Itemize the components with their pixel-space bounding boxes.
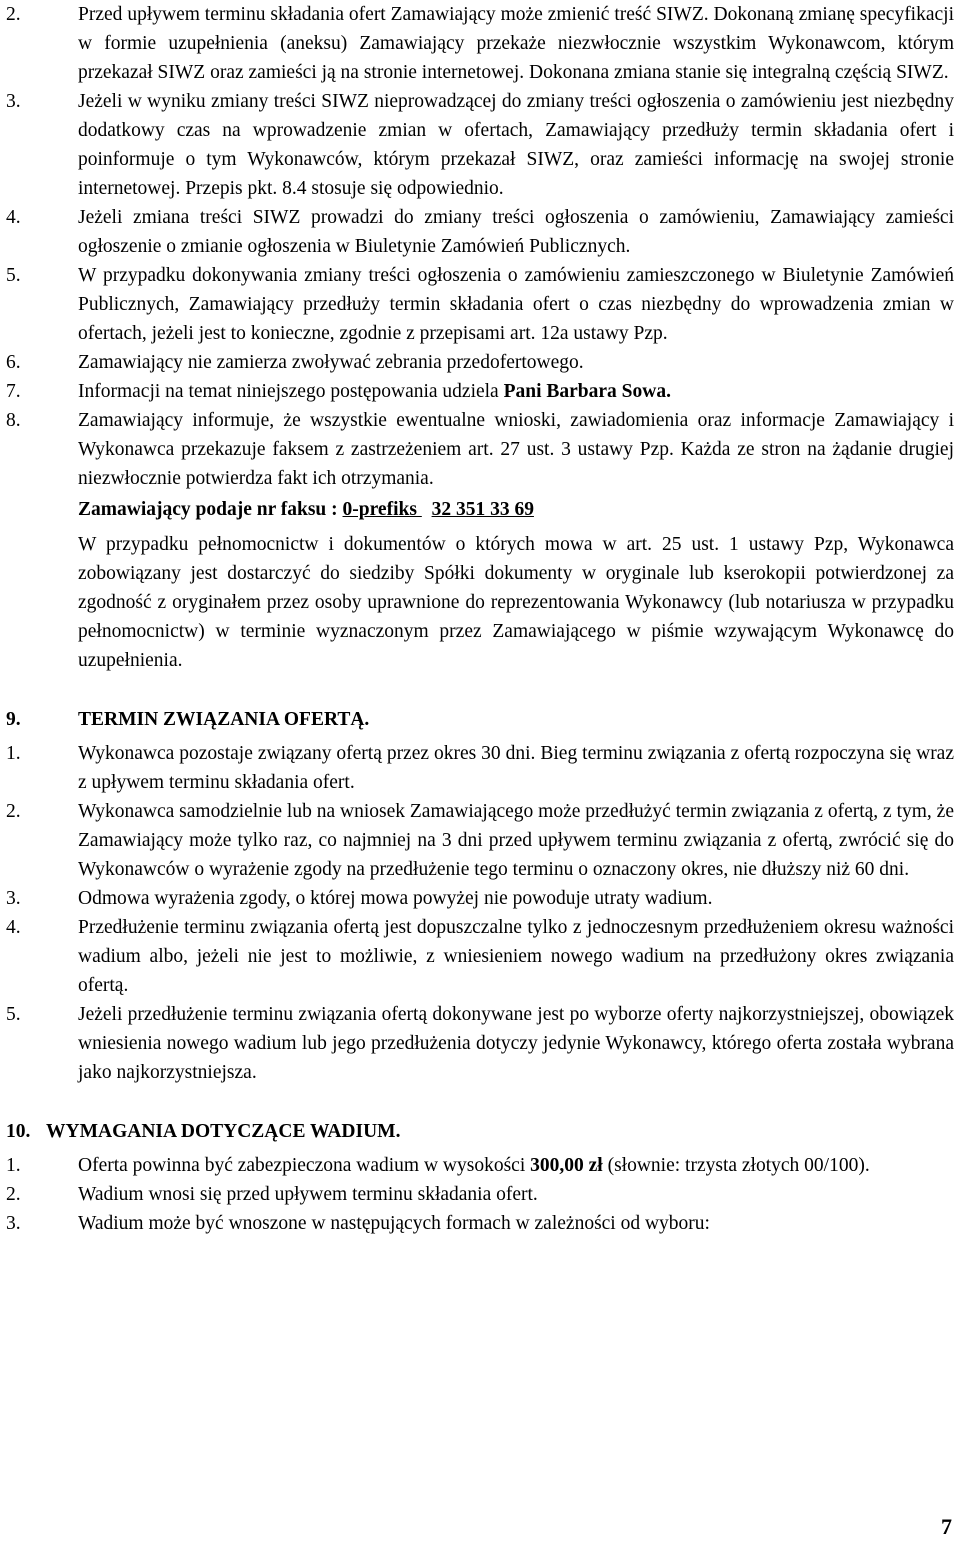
item-number: 7. bbox=[6, 381, 21, 402]
item-number: 3. bbox=[6, 888, 21, 909]
item-text: Zamawiający informuje, że wszystkie ewentualne wnioski, zawiadomienia oraz informacje Zamawiający i Wykonawca przekazuje faksem z zastrzeżeniem art. 27 ust. 3 ustawy Pzp. Każda ze stron na żądanie drugiej niezwłocznie potwierdza fakt ich otrzymania. bbox=[78, 410, 954, 489]
item-text: Wadium może być wnoszone w następujących formach w zależności od wyboru: bbox=[78, 1213, 710, 1234]
fax-number: 32 351 33 69 bbox=[431, 499, 534, 520]
list-item bbox=[0, 884, 960, 913]
list-item bbox=[0, 348, 960, 377]
deposit-list bbox=[0, 1151, 960, 1238]
list-item bbox=[0, 913, 960, 1000]
list-item-deposit-amount bbox=[0, 1151, 960, 1180]
list-item-contact-person bbox=[0, 377, 960, 406]
item-text: Oferta powinna być zabezpieczona wadium w wysokości bbox=[78, 1155, 531, 1176]
item-number: 5. bbox=[6, 265, 21, 286]
section-number: 10. bbox=[6, 1121, 31, 1142]
item-text: Informacji na temat niniejszego postępowania udziela bbox=[78, 381, 504, 402]
item-number: 8. bbox=[6, 410, 21, 431]
amendment-list bbox=[0, 0, 960, 493]
item-text: Jeżeli przedłużenie terminu związania ofertą dokonywane jest po wyborze oferty najkorzystniejszej, obowiązek wniesienia nowego wadium lub jego przedłużenia dotyczy jedynie Wykonawcy, którego oferta została wybrana jako najkorzystniejsza. bbox=[78, 1004, 954, 1083]
list-item bbox=[0, 261, 960, 348]
item-text: Przed upływem terminu składania ofert Zamawiający może zmienić treść SIWZ. Dokonaną zmianę specyfikacji w formie uzupełnienia (aneksu) Zamawiający przekaże niezwłocznie wszystkim Wykonawcom, którym przekazał SIWZ oraz zamieści ją na stronie internetowej. Dokonana zmiana stanie się integralną częścią SIWZ. bbox=[78, 4, 954, 83]
section-title: WYMAGANIA DOTYCZĄCE WADIUM. bbox=[46, 1121, 401, 1142]
item-number: 4. bbox=[6, 917, 21, 938]
list-item bbox=[0, 0, 960, 87]
list-item bbox=[0, 87, 960, 203]
item-text: W przypadku dokonywania zmiany treści ogłoszenia o zamówieniu zamieszczonego w Biuletynie Zamówień Publicznych, Zamawiający przedłuży termin składania ofert o czas niezbędny do wprowadzenia zmian w ofertach, jeżeli jest to konieczne, zgodnie z przepisami art. 12a ustawy Pzp. bbox=[78, 265, 954, 344]
item-text: Jeżeli zmiana treści SIWZ prowadzi do zmiany treści ogłoszenia o zamówieniu, Zamawiający zamieści ogłoszenie o zmianie ogłoszenia w Biuletynie Zamówień Publicznych. bbox=[78, 207, 954, 257]
item-number: 1. bbox=[6, 1155, 21, 1176]
contact-person-name: Pani Barbara Sowa. bbox=[503, 381, 671, 402]
item-number: 5. bbox=[6, 1004, 21, 1025]
item-number: 1. bbox=[6, 743, 21, 764]
item-number: 2. bbox=[6, 4, 21, 25]
list-item bbox=[0, 1000, 960, 1087]
list-item bbox=[0, 739, 960, 797]
fax-label: Zamawiający podaje nr faksu : bbox=[78, 499, 343, 520]
fax-prefix: 0-prefiks bbox=[342, 499, 422, 520]
item-number: 2. bbox=[6, 1184, 21, 1205]
list-item bbox=[0, 1209, 960, 1238]
section-title: TERMIN ZWIĄZANIA OFERTĄ. bbox=[78, 709, 370, 730]
item-text: Wadium wnosi się przed upływem terminu składania ofert. bbox=[78, 1184, 538, 1205]
item-text: Zamawiający nie zamierza zwoływać zebrania przedofertowego. bbox=[78, 352, 584, 373]
list-item bbox=[0, 203, 960, 261]
item-text: Odmowa wyrażenia zgody, o której mowa powyżej nie powoduje utraty wadium. bbox=[78, 888, 713, 909]
bid-validity-list bbox=[0, 739, 960, 1087]
section-bid-validity bbox=[0, 705, 960, 1087]
item-number: 2. bbox=[6, 801, 21, 822]
item-number: 6. bbox=[6, 352, 21, 373]
page-number: 7 bbox=[941, 1514, 952, 1539]
item-number: 4. bbox=[6, 207, 21, 228]
list-item bbox=[0, 1180, 960, 1209]
item-text: Wykonawca samodzielnie lub na wniosek Zamawiającego może przedłużyć termin związania z ofertą, z tym, że Zamawiający może tylko raz, co najmniej na 3 dni przed upływem terminu związania z ofertą, zwrócić się do Wykonawców o wyrażenie zgody na przedłużenie tego terminu o oznaczony okres, nie dłuższy niż 60 dni. bbox=[78, 801, 954, 880]
section-deposit-requirements bbox=[0, 1117, 960, 1238]
item-text: Jeżeli w wyniku zmiany treści SIWZ nieprowadzącej do zmiany treści ogłoszenia o zamówieniu jest niezbędny dodatkowy czas na wprowadzenie zmian w ofertach, Zamawiający przedłuży termin składania ofert i poinformuje o tym Wykonawców, którym przekazał SIWZ, oraz zamieści informację na swojej stronie internetowej. Przepis pkt. 8.4 stosuje się odpowiednio. bbox=[78, 91, 954, 199]
deposit-amount: 300,00 zł bbox=[530, 1155, 603, 1176]
section-heading bbox=[0, 705, 960, 734]
item-number: 3. bbox=[6, 91, 21, 112]
item-text-after: (słownie: trzysta złotych 00/100). bbox=[602, 1155, 870, 1176]
section-number: 9. bbox=[6, 709, 21, 730]
fax-number-line bbox=[0, 495, 960, 524]
section-heading bbox=[0, 1117, 960, 1146]
item-text: Wykonawca pozostaje związany ofertą przez okres 30 dni. Bieg terminu związania z ofertą rozpoczyna się wraz z upływem terminu składania ofert. bbox=[78, 743, 954, 793]
list-item bbox=[0, 797, 960, 884]
item-number: 3. bbox=[6, 1213, 21, 1234]
proxy-paragraph: W przypadku pełnomocnictw i dokumentów o których mowa w art. 25 ust. 1 ustawy Pzp, Wykonawca zobowiązany jest dostarczyć do siedziby Spółki dokumenty w oryginale lub kserokopii potwierdzonej za zgodność z oryginałem przez osoby uprawnione do reprezentowania Wykonawcy (lub notariusza w przypadku pełnomocnictw) w terminie wyznaczonym przez Zamawiającego w piśmie wzywającym Wykonawcę do uzupełnienia. bbox=[78, 534, 954, 671]
list-item-fax-info bbox=[0, 406, 960, 493]
item-text: Przedłużenie terminu związania ofertą jest dopuszczalne tylko z jednoczesnym przedłużeniem okresu ważności wadium albo, jeżeli nie jest to możliwie, z wniesieniem nowego wadium na przedłużony okres związania ofertą. bbox=[78, 917, 954, 996]
